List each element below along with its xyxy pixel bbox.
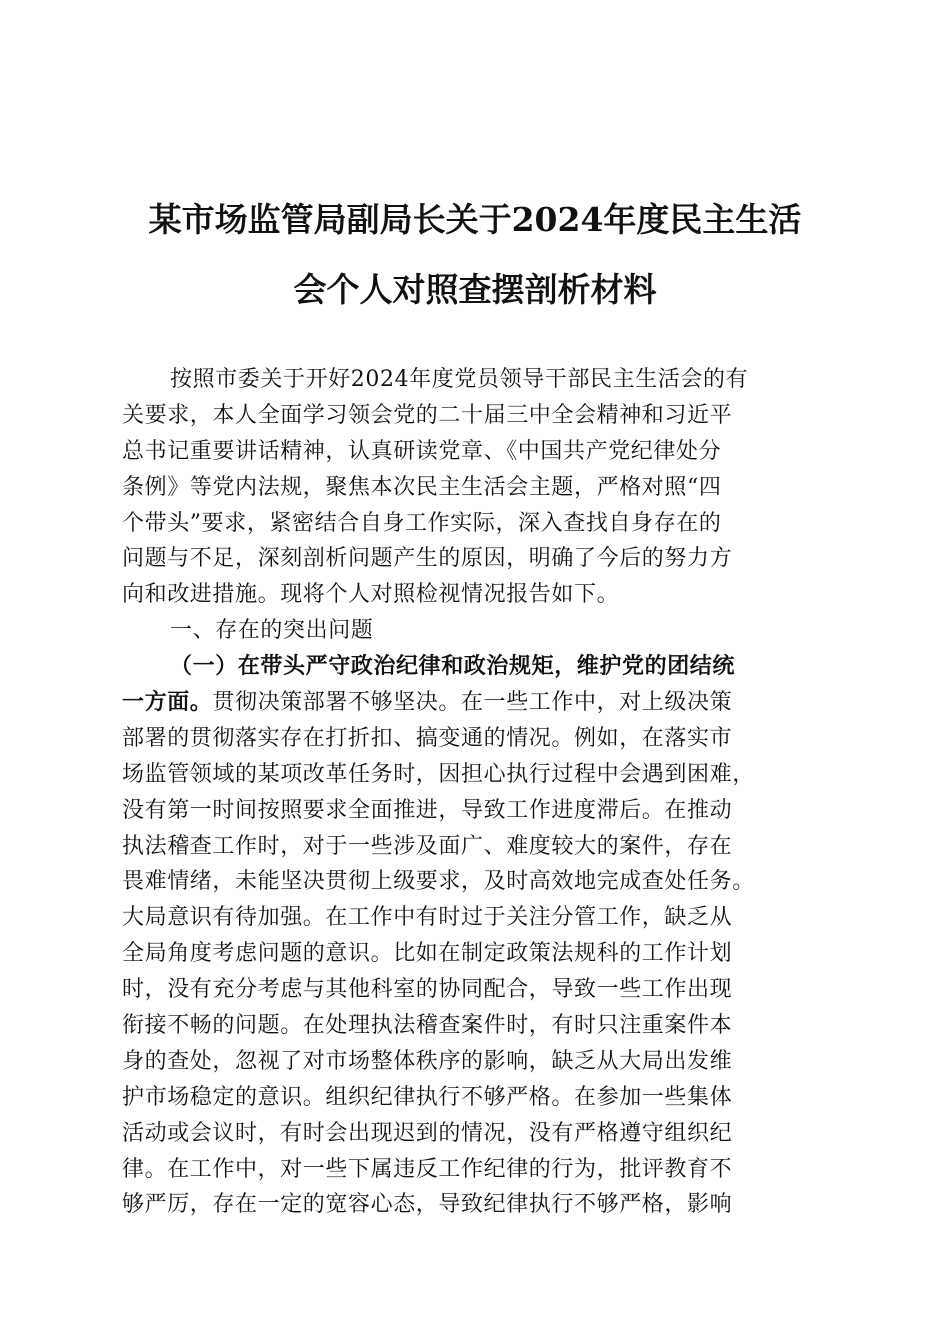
- paragraph-line: 畏难情绪，未能坚决贯彻上级要求，及时高效地完成查处任务。: [122, 869, 755, 895]
- paragraph-line: 总书记重要讲话精神，认真研读党章、《中国共产党纪律处分: [122, 438, 722, 464]
- paragraph-line: 大局意识有待加强。在工作中有时过于关注分管工作，缺乏从: [122, 905, 733, 931]
- paragraph-line: 律。在工作中，对一些下属违反工作纪律的行为，批评教育不: [122, 1156, 733, 1182]
- document-title-line-2: 会个人对照查摆剖析材料: [293, 270, 657, 309]
- paragraph-line: 条例》等党内法规，聚焦本次民主生活会主题，严格对照“四: [122, 474, 722, 500]
- paragraph-line: 部署的贯彻落实存在打折扣、搞变通的情况。例如，在落实市: [122, 725, 733, 751]
- paragraph-line-mixed: [122, 685, 832, 721]
- paragraph-line: 关要求，本人全面学习领会党的二十届三中全会精神和习近平: [122, 402, 733, 428]
- paragraph-line: 问题与不足，深刻剖析问题产生的原因，明确了今后的努力方: [122, 546, 733, 572]
- subsection-heading: （一）在带头严守政治纪律和政治规矩，维护党的团结统: [170, 653, 736, 680]
- paragraph-text: 贯彻决策部署不够坚决。在一些工作中，对上级决策: [212, 690, 733, 716]
- document-body: [122, 362, 832, 1223]
- section-heading: 一、存在的突出问题: [170, 618, 374, 644]
- paragraph-line: 身的查处，忽视了对市场整体秩序的影响，缺乏从大局出发维: [122, 1048, 733, 1074]
- subsection-heading-tail: 一方面。: [122, 689, 213, 716]
- paragraph-line: 够严厉，存在一定的宽容心态，导致纪律执行不够严格，影响: [122, 1192, 733, 1218]
- paragraph-line: 执法稽查工作时，对于一些涉及面广、难度较大的案件，存在: [122, 833, 733, 859]
- paragraph-line: 全局角度考虑问题的意识。比如在制定政策法规科的工作计划: [122, 941, 733, 967]
- paragraph-line: 衔接不畅的问题。在处理执法稽查案件时，有时只注重案件本: [122, 1013, 733, 1039]
- paragraph-line: 活动或会议时，有时会出现迟到的情况，没有严格遵守组织纪: [122, 1120, 733, 1146]
- paragraph-line: 时，没有充分考虑与其他科室的协同配合，导致一些工作出现: [122, 977, 733, 1003]
- document-title-line-1: 某市场监管局副局长关于2024年度民主生活: [148, 200, 802, 239]
- paragraph-line: 向和改进措施。现将个人对照检视情况报告如下。: [122, 582, 620, 608]
- paragraph-line: 场监管领域的某项改革任务时，因担心执行过程中会遇到困难，: [122, 761, 755, 787]
- paragraph-line: 个带头”要求，紧密结合自身工作实际，深入查找自身存在的: [122, 510, 722, 536]
- paragraph-line: 没有第一时间按照要求全面推进，导致工作进度滞后。在推动: [122, 797, 733, 823]
- paragraph-line: 按照市委关于开好2024年度党员领导干部民主生活会的有: [170, 367, 749, 392]
- paragraph-line: 护市场稳定的意识。组织纪律执行不够严格。在参加一些集体: [122, 1084, 733, 1110]
